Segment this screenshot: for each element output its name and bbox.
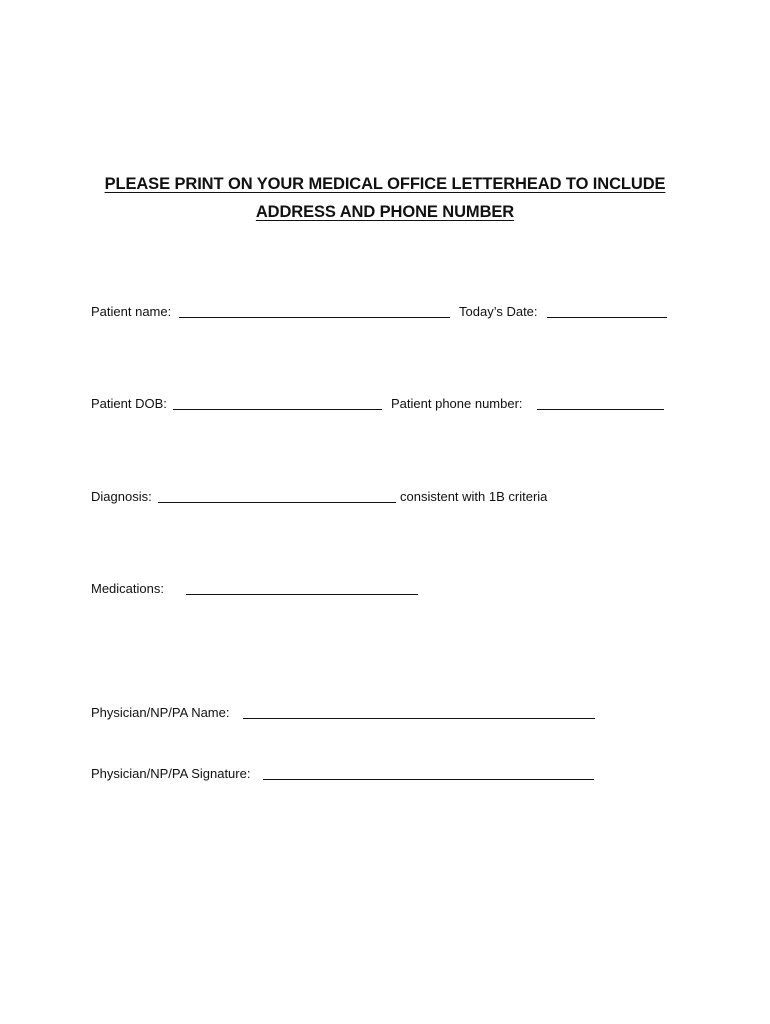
physician-name-row <box>91 703 691 723</box>
diagnosis-suffix: consistent with 1B criteria <box>400 489 548 504</box>
physician-name-field[interactable] <box>243 718 595 719</box>
physician-signature-label: Physician/NP/PA Signature: <box>91 766 251 781</box>
patient-name-label: Patient name: <box>91 304 172 319</box>
heading-line-1: PLEASE PRINT ON YOUR MEDICAL OFFICE LETTERHEAD TO INCLUDE <box>104 175 666 193</box>
diagnosis-row <box>91 487 691 507</box>
todays-date-field[interactable] <box>547 317 667 318</box>
patient-phone-label: Patient phone number: <box>391 396 523 411</box>
diagnosis-field[interactable] <box>158 502 396 503</box>
patient-dob-row <box>91 394 691 414</box>
patient-name-row <box>91 302 691 322</box>
patient-phone-field[interactable] <box>537 409 664 410</box>
patient-name-field[interactable] <box>179 317 450 318</box>
patient-dob-field[interactable] <box>173 409 382 410</box>
heading-line-2: ADDRESS AND PHONE NUMBER <box>255 203 515 221</box>
physician-signature-field[interactable] <box>263 779 594 780</box>
patient-dob-label: Patient DOB: <box>91 396 167 411</box>
diagnosis-label: Diagnosis: <box>91 489 152 504</box>
medications-field[interactable] <box>186 594 418 595</box>
medications-row <box>91 579 691 599</box>
medications-label: Medications: <box>91 581 164 596</box>
physician-signature-row <box>91 764 691 784</box>
todays-date-label: Today’s Date: <box>459 304 538 319</box>
physician-name-label: Physician/NP/PA Name: <box>91 705 230 720</box>
